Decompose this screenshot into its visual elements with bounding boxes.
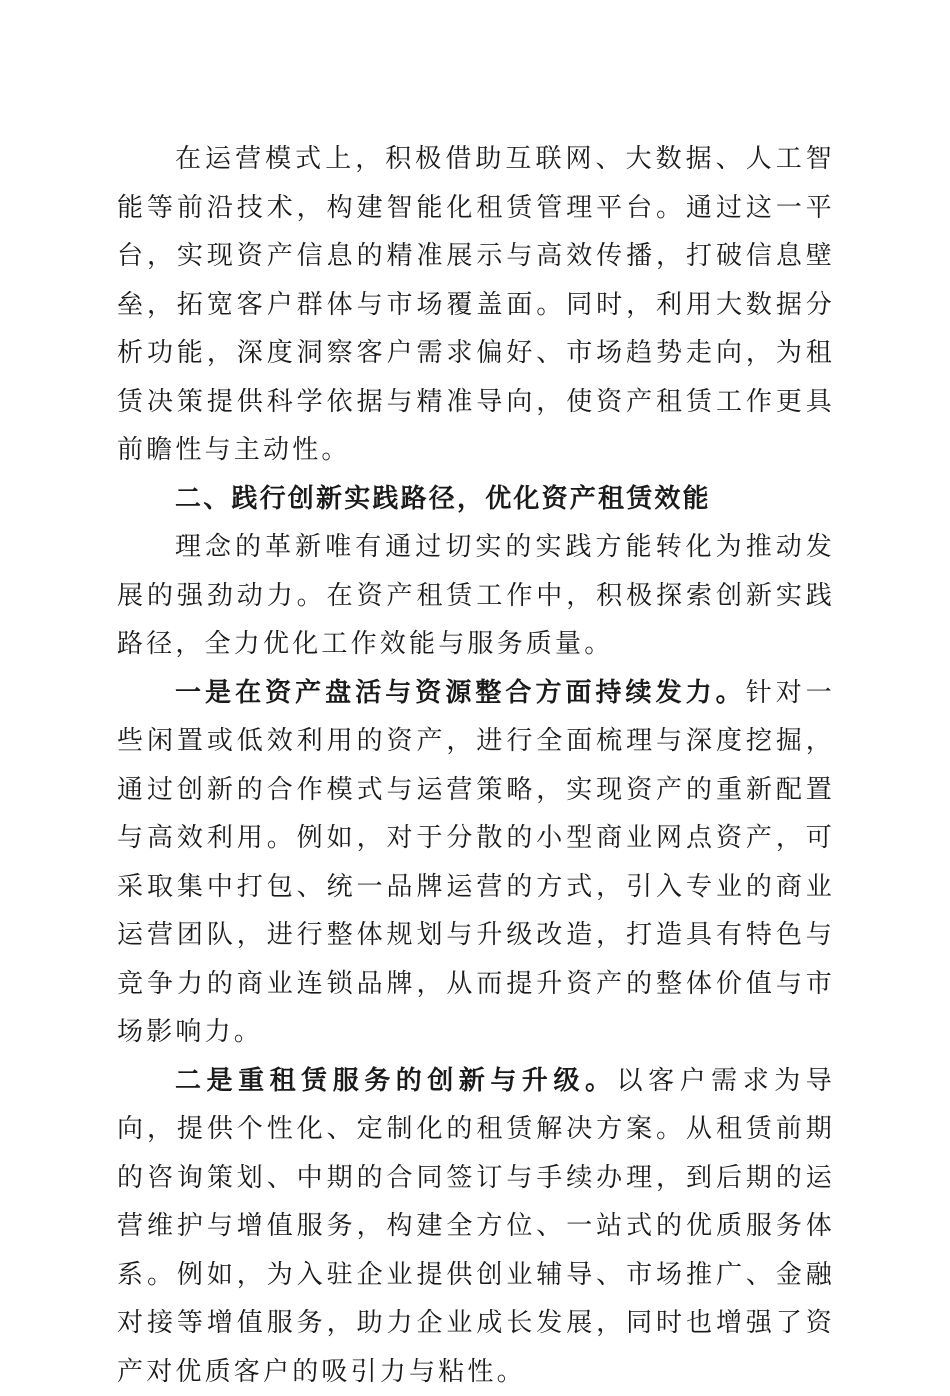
paragraph-lead-second: 二是重租赁服务的创新与升级。 — [175, 1066, 617, 1096]
paragraph-asset-revitalization — [117, 669, 835, 1057]
paragraph-service-innovation — [117, 1057, 835, 1396]
paragraph-operations-model: 在运营模式上，积极借助互联网、大数据、人工智能等前沿技术，构建智能化租赁管理平台。通过这一平台，实现资产信息的精准展示与高效传播，打破信息壁垒，拓宽客户群体与市场覆盖面。同时，利用大数据分析功能，深度洞察客户需求偏好、市场趋势走向，为租赁决策提供科学依据与精准导向，使资产租赁工作更具前瞻性与主动性。 — [117, 135, 835, 475]
paragraph-practice-intro: 理念的革新唯有通过切实的实践方能转化为推动发展的强劲动力。在资产租赁工作中，积极探索创新实践路径，全力优化工作效能与服务质量。 — [117, 523, 835, 669]
paragraph-body-second: 以客户需求为导向，提供个性化、定制化的租赁解决方案。从租赁前期的咨询策划、中期的合同签订与手续办理，到后期的运营维护与增值服务，构建全方位、一站式的优质服务体系。例如，为入驻企业提供创业辅导、市场推广、金融对接等增值服务，助力企业成长发展，同时也增强了资产对优质客户的吸引力与粘性。 — [117, 1066, 835, 1387]
section-heading-2: 二、践行创新实践路径，优化资产租赁效能 — [117, 475, 835, 524]
paragraph-lead-first: 一是在资产盘活与资源整合方面持续发力。 — [175, 678, 746, 708]
document-body — [117, 135, 835, 1396]
paragraph-body-first: 针对一些闲置或低效利用的资产，进行全面梳理与深度挖掘，通过创新的合作模式与运营策略，实现资产的重新配置与高效利用。例如，对于分散的小型商业网点资产，可采取集中打包、统一品牌运营的方式，引入专业的商业运营团队，进行整体规划与升级改造，打造具有特色与竞争力的商业连锁品牌，从而提升资产的整体价值与市场影响力。 — [117, 678, 835, 1048]
